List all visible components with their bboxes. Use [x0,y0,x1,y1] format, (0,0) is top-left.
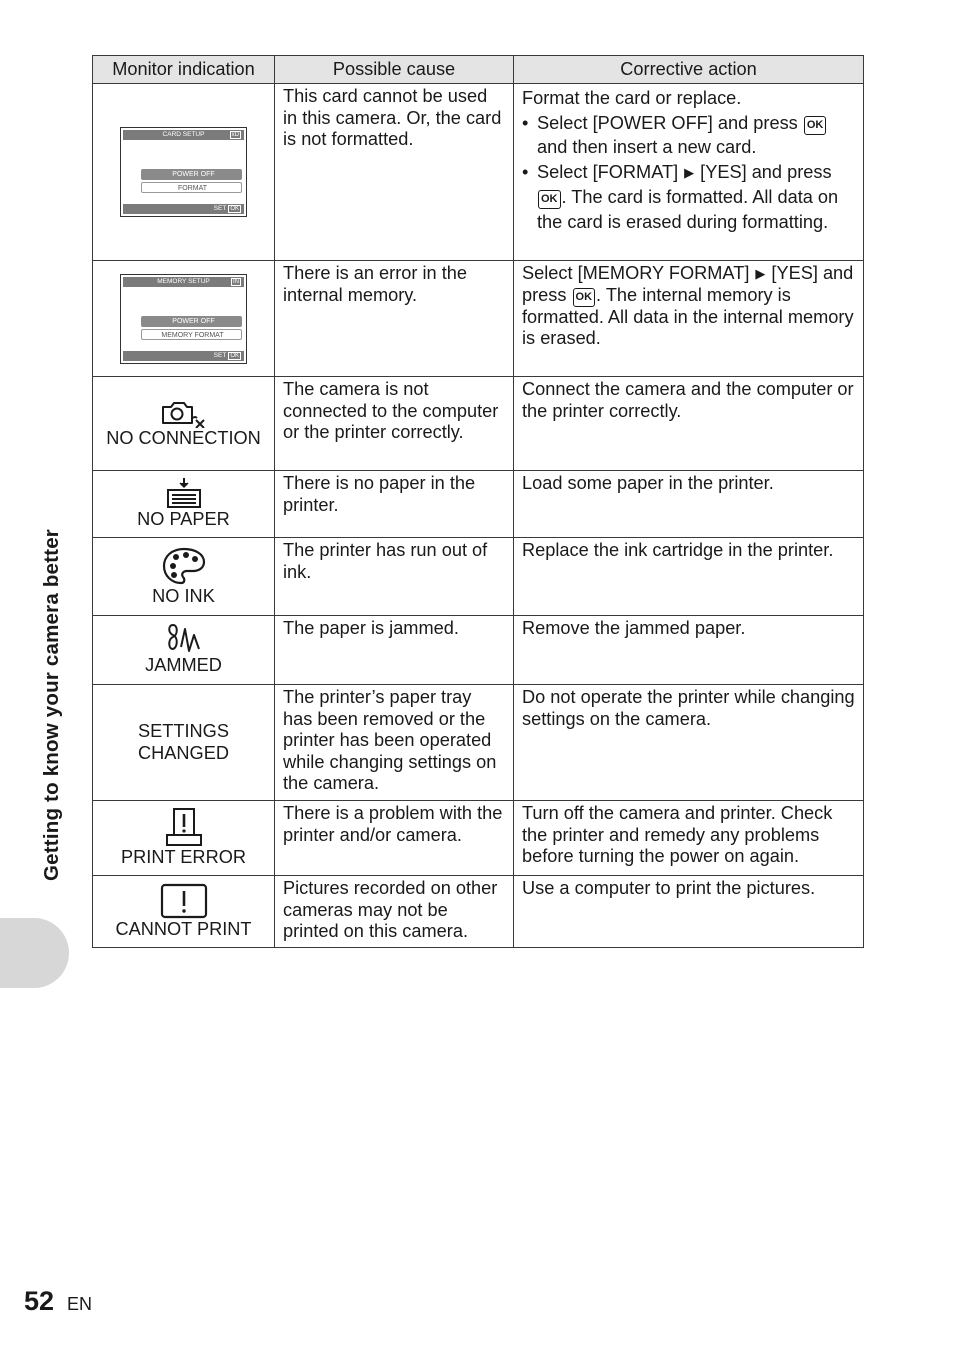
cause-cell: There is a problem with the printer and/or camera. [275,801,514,876]
ok-button-icon: OK [804,116,827,135]
cannot-print-icon [160,883,208,919]
cause-cell: This card cannot be used in this camera. Or, the card is not formatted. [275,84,514,261]
screen-ok-key: OK [230,206,239,212]
action-steps [522,111,855,235]
menu-item: MEMORY FORMAT [141,329,242,340]
monitor-cell [93,616,275,685]
action-step: • Select [FORMAT] ▶ [YES] and press OK . The card is formatted. All data on the card is erased during formatting. [522,160,855,235]
ok-button-icon: OK [538,190,561,209]
table-row [93,616,864,685]
table-row [93,876,864,948]
header-monitor-indication: Monitor indication [93,56,275,84]
status-label-line2: CHANGED [138,742,229,763]
screen-title: MEMORY SETUP [157,277,210,285]
menu-item-selected: POWER OFF [141,169,242,180]
action-cell: Connect the camera and the computer or the printer correctly. [514,377,864,471]
status-label: CANNOT PRINT [115,918,252,939]
cause-cell: There is an error in the internal memory. [275,261,514,377]
monitor-cell [93,538,275,616]
internal-memory-badge: IN [233,278,239,285]
no-ink-icon [161,546,207,586]
action-cell: Turn off the camera and printer. Check the printer and remedy any problems before turning the power on again. [514,801,864,876]
menu-item: FORMAT [141,182,242,193]
menu-item-selected: POWER OFF [141,316,242,327]
ok-button-icon: OK [573,288,596,307]
action-cell: Do not operate the printer while changing settings on the camera. [514,685,864,801]
right-arrow-icon: ▶ [755,266,766,281]
monitor-cell [93,377,275,471]
header-possible-cause: Possible cause [275,56,514,84]
table-row [93,471,864,538]
monitor-cell [93,801,275,876]
action-cell: Replace the ink cartridge in the printer. [514,538,864,616]
header-corrective-action: Corrective action [514,56,864,84]
cause-cell: The printer’s paper tray has been removed or the printer has been operated while changing settings on the camera. [275,685,514,801]
table-row [93,377,864,471]
monitor-cell [93,84,275,261]
cause-cell: The printer has run out of ink. [275,538,514,616]
monitor-cell [93,876,275,948]
status-label: NO PAPER [137,509,230,530]
chapter-title: Getting to know your camera better [40,529,63,881]
card-setup-screen [120,127,247,217]
status-label: PRINT ERROR [121,847,246,868]
status-label: NO INK [152,585,215,606]
action-cell [514,84,864,261]
screen-footer-set: SET [213,205,227,212]
table-row [93,261,864,377]
no-connection-icon [160,398,208,428]
print-error-icon [164,807,204,847]
monitor-cell [93,685,275,801]
right-arrow-icon: ▶ [684,164,695,180]
xd-card-badge: xD [231,132,239,138]
memory-setup-screen [120,274,247,364]
status-label-line1: SETTINGS [138,720,229,741]
cause-cell: There is no paper in the printer. [275,471,514,538]
action-intro: Format the card or replace. [522,88,742,108]
troubleshooting-table [92,55,864,948]
action-cell: Remove the jammed paper. [514,616,864,685]
page-language: EN [67,1294,93,1314]
action-cell: Use a computer to print the pictures. [514,876,864,948]
jammed-icon [164,623,204,655]
screen-title: CARD SETUP [162,131,205,138]
table-row [93,685,864,801]
screen-ok-key: OK [230,352,239,359]
table-row [93,84,864,261]
screen-footer-set: SET [213,351,227,359]
cause-cell: Pictures recorded on other cameras may not be printed on this camera. [275,876,514,948]
action-cell: Load some paper in the printer. [514,471,864,538]
page-number: 52 [24,1286,55,1316]
monitor-cell [93,261,275,377]
cause-cell: The camera is not connected to the computer or the printer correctly. [275,377,514,471]
action-step: • Select [POWER OFF] and press OK and then insert a new card. [522,111,855,160]
status-label: JAMMED [145,655,222,676]
cause-cell: The paper is jammed. [275,616,514,685]
table-row [93,801,864,876]
chapter-tab [0,918,69,988]
status-label: NO CONNECTION [106,427,261,448]
action-cell: Select [MEMORY FORMAT] ▶ [YES] and press OK . The internal memory is formatted. All data in the internal memory is erased. [514,261,864,377]
table-header-row [93,56,864,84]
table-row [93,538,864,616]
no-paper-icon [164,477,204,509]
monitor-cell [93,471,275,538]
